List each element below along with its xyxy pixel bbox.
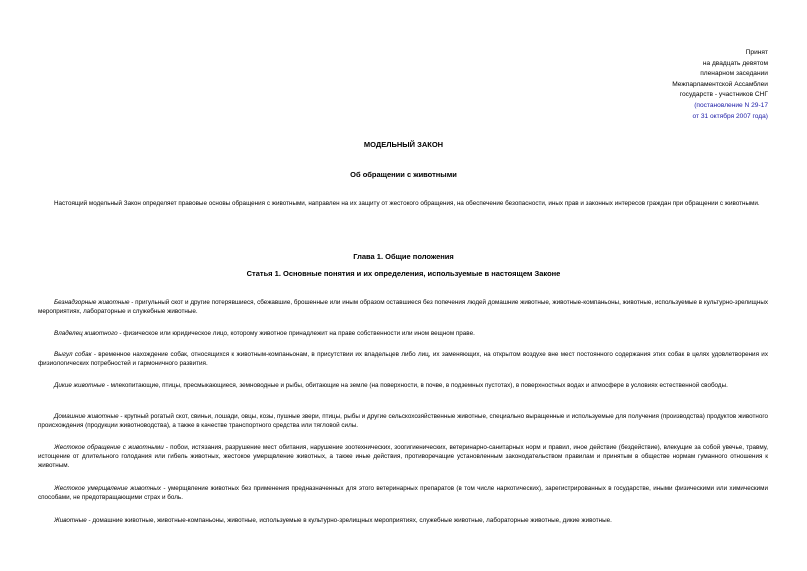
adoption-line: пленарном заседании (700, 70, 768, 78)
definition-paragraph (38, 484, 768, 502)
resolution-link-date[interactable]: от 31 октября 2007 года) (692, 112, 768, 120)
definition-term: Жестокое обращение с животными (54, 444, 164, 451)
definition-term: Безнадзорные животные (54, 299, 130, 306)
definition-paragraph (38, 329, 768, 338)
definition-term: Выгул собак (54, 351, 92, 358)
adoption-line: на двадцать девятом (702, 59, 768, 67)
adoption-note (672, 48, 768, 122)
definition-text: - физическое или юридическое лицо, которому животное принадлежит на праве собственности или ином вещном праве. (117, 330, 475, 337)
document-type-heading: МОДЕЛЬНЫЙ ЗАКОН (363, 140, 444, 149)
definition-term: Жестокое умерщвление животных (54, 485, 162, 492)
definition-paragraph (38, 516, 768, 525)
adoption-line: Принят (745, 49, 768, 56)
definition-text: - побои, истязания, разрушение мест обитания, нарушение зоотехнических, зоогигиенических, ветеринарно-санитарных норм и правил, иное действие (бездействие), влекущие за собой увечье, травму, истощение от длительного голодания или гибель животных, жестокое умерщвление животных, а также иные действия, противоречащие установленным законодательством правилам и принятым в обществе нормам гуманного отношения к животным. (38, 444, 768, 470)
document-title: Об обращении с животными (350, 170, 457, 179)
definition-term: Животные (54, 517, 87, 524)
definition-paragraph (38, 298, 768, 316)
definition-text: - домашние животные, животные-компаньоны, животные, используемые в культурно-зрелищных мероприятиях, служебные животные, лабораторные животные, дикие животные. (86, 517, 612, 524)
definition-paragraph (38, 350, 768, 368)
definition-text: - умерщвление животных без применения предназначенных для этого ветеринарных препаратов (в том числе наркотических), зарегистрированных в государстве, иными физическими или химическими способами, не предотвращающими страх и боль. (38, 485, 768, 502)
adoption-line: Межпарламентской Ассамблеи (672, 80, 768, 88)
resolution-link[interactable]: (постановление N 29-17 (694, 101, 768, 109)
intro-paragraph: Настоящий модельный Закон определяет правовые основы обращения с животными, направлен на их защиту от жестокого обращения, на обеспечение безопасности, иных прав и законных интересов граждан при обращении с животными. (54, 200, 760, 207)
definition-paragraph (38, 381, 768, 390)
article-heading: Статья 1. Основные понятия и их определения, используемые в настоящем Законе (246, 269, 561, 278)
definition-paragraph (38, 443, 768, 470)
definition-term: Домашние животные (54, 413, 119, 420)
definition-term: Владелец животного (54, 330, 118, 337)
adoption-line: государств - участников СНГ (679, 91, 768, 99)
definition-text: - млекопитающие, птицы, пресмыкающиеся, земноводные и рыбы, обитающие на земле (на поверхности, в почве, в подземных пустотах), в поверхностных водах и атмосфере в условиях естественной свободы. (105, 382, 728, 389)
chapter-heading: Глава 1. Общие положения (353, 252, 454, 261)
definition-text: - пригульный скот и другие потерявшиеся, сбежавшие, брошенные или иным образом оставшиеся без попечения людей домашние животные, животные-компаньоны, животные, используемые в культурно-зрелищных мероприятиях, лабораторные и служебные животные. (38, 299, 768, 316)
definition-text: - крупный рогатый скот, свиньи, лошади, овцы, козы, пушные звери, птицы, рыбы и другие сельскохозяйственные животные, специально выращенные и используемые для получения (производства) продуктов животного происхождения (продукции животноводства), а также в качестве транспортного средства или тягловой силы. (38, 413, 768, 430)
definition-term: Дикие животные (54, 382, 105, 389)
definition-paragraph (38, 412, 768, 430)
definition-text: - временное нахождение собак, относящихся к животным-компаньонам, в присутствии их владельцев либо лиц, их заменяющих, на открытом воздухе вне мест постоянного содержания этих собак в целях удовлетворения их физиологических потребностей и гармоничного развития. (38, 351, 768, 368)
